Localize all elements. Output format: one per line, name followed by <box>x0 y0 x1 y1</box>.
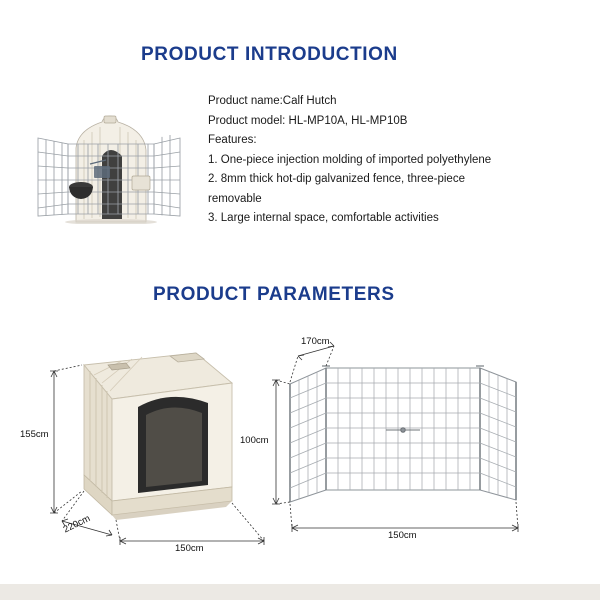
section-heading-product-parameters: PRODUCT PARAMETERS <box>153 284 395 305</box>
section-heading-product-introduction: PRODUCT INTRODUCTION <box>141 44 398 65</box>
hutch-width-label: 150cm <box>175 543 204 554</box>
footer-band <box>0 584 600 600</box>
intro-line-features-label: Features: <box>208 134 257 146</box>
intro-line-feature-1: 1. One-piece injection molding of imported polyethylene <box>208 153 492 166</box>
product-introduction-text <box>208 92 498 229</box>
fence-height-label: 100cm <box>240 435 269 446</box>
calf-hutch-with-fence-illustration <box>32 104 184 224</box>
intro-line-product-model: Product model: HL-MP10A, HL-MP10B <box>208 114 408 127</box>
intro-line-feature-3: 3. Large internal space, comfortable activities <box>208 212 439 224</box>
hutch-dimension-drawing <box>20 325 275 560</box>
hutch-depth-label: 220cm <box>61 513 93 536</box>
fence-width-label: 150cm <box>388 530 417 541</box>
fence-side-depth-label: 170cm <box>301 336 330 347</box>
hutch-height-label: 155cm <box>20 429 49 440</box>
fence-dimension-drawing <box>240 336 588 555</box>
product-introduction-image <box>32 104 184 224</box>
intro-line-feature-2: 2. 8mm thick hot-dip galvanized fence, three-piece removable <box>208 173 469 205</box>
fence-drawing-svg <box>268 340 588 555</box>
hutch-drawing-svg <box>20 325 275 560</box>
intro-line-product-name: Product name:Calf Hutch <box>208 95 337 107</box>
